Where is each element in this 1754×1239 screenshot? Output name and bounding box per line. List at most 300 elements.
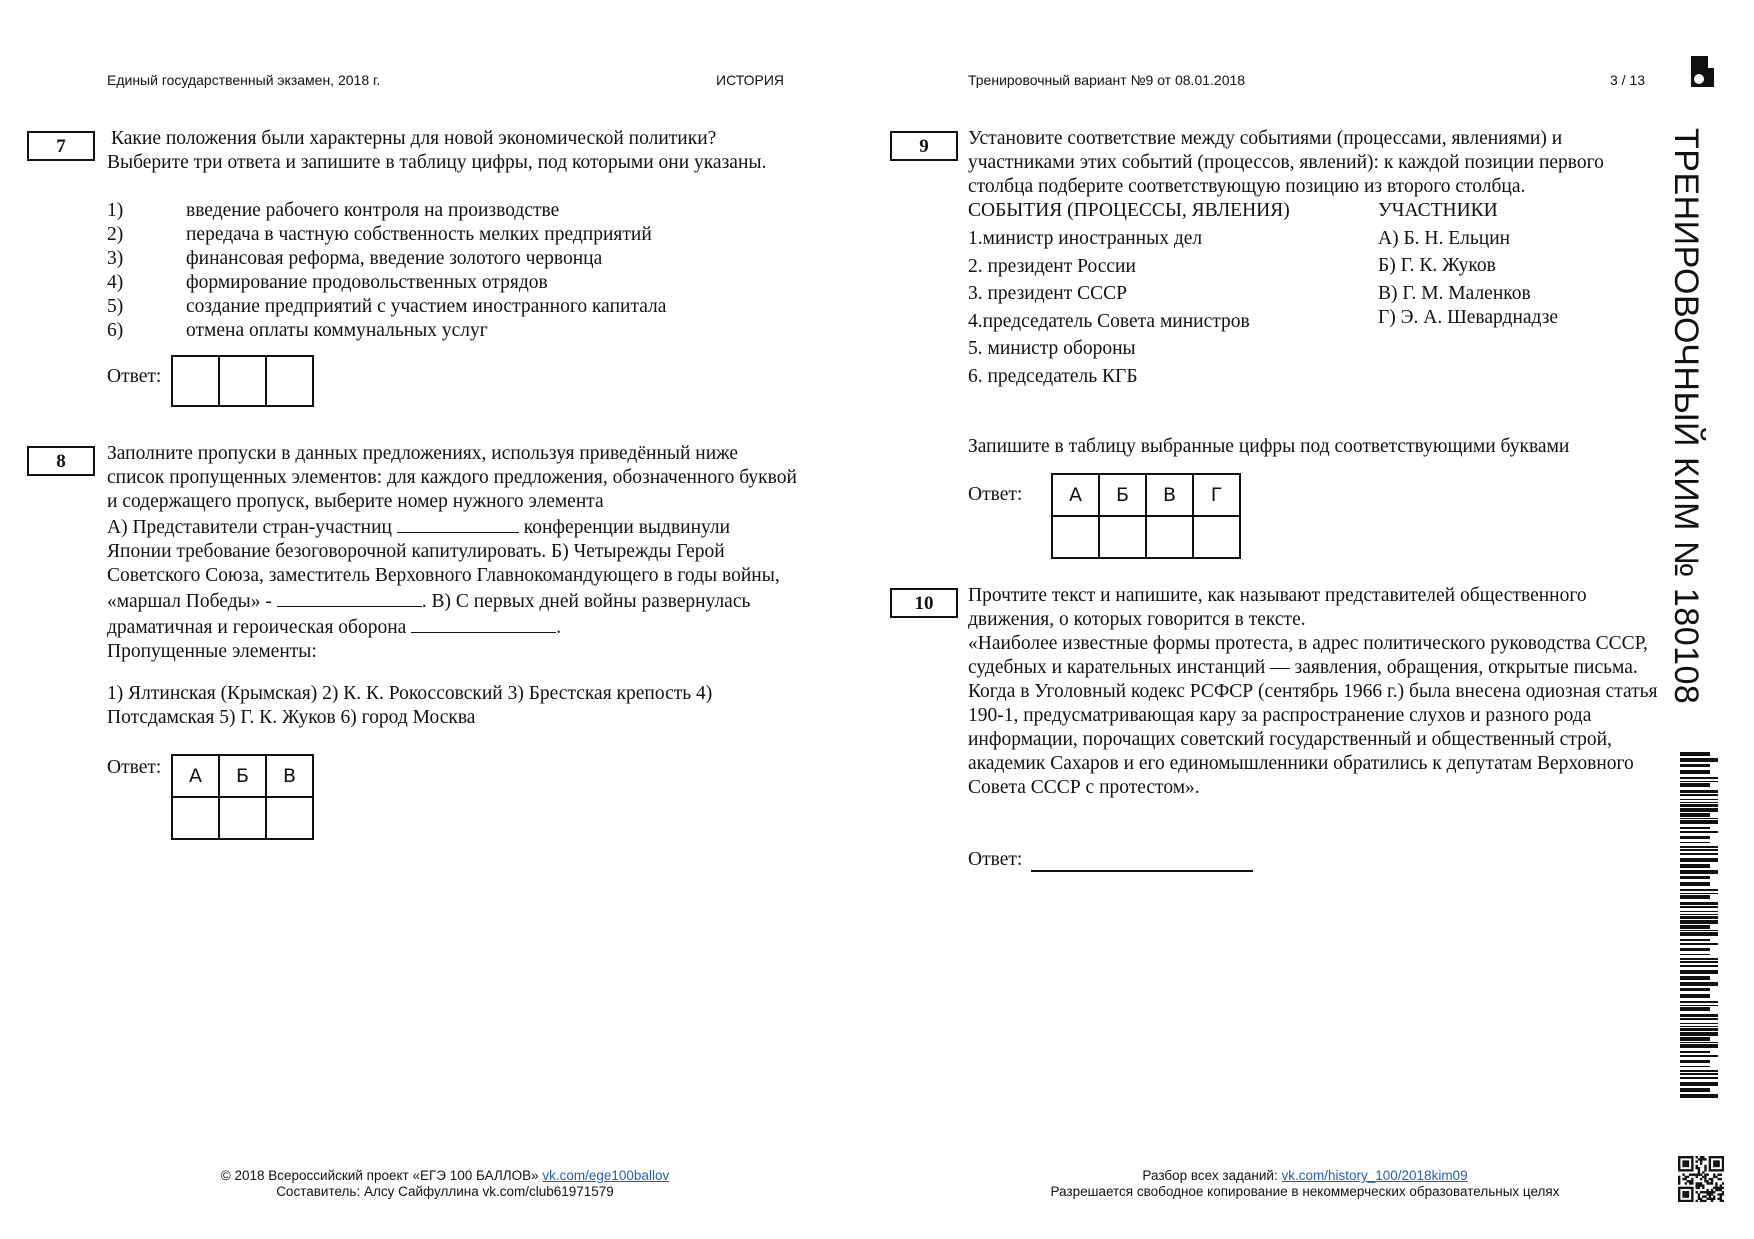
qr-cell	[1717, 1174, 1719, 1176]
barcode-bar	[1680, 893, 1718, 894]
qr-cell	[1709, 1191, 1711, 1193]
answer-cell[interactable]	[172, 356, 219, 406]
question-8-elements: 1) Ялтинская (Крымская) 2) К. К. Рокоссовский 3) Брестская крепость 4) Потсдамская 5) Г. К. Жуков 6) город Москва	[107, 683, 713, 728]
barcode-bar	[1680, 994, 1710, 998]
qr-cell	[1700, 1174, 1702, 1176]
qr-cell	[1700, 1200, 1702, 1202]
qr-cell	[1711, 1198, 1713, 1200]
barcode-bar	[1680, 911, 1718, 912]
qr-cell	[1717, 1165, 1719, 1167]
barcode-bar	[1680, 958, 1718, 960]
qr-cell	[1678, 1165, 1680, 1167]
qr-cell	[1687, 1200, 1689, 1202]
event-item: 6. председатель КГБ	[968, 366, 1138, 387]
barcode	[1680, 752, 1718, 1102]
qr-cell	[1709, 1182, 1711, 1184]
option-number: 2)	[107, 224, 124, 245]
qr-cell	[1704, 1180, 1706, 1182]
qr-cell	[1700, 1191, 1702, 1193]
qr-cell	[1711, 1191, 1713, 1193]
footer-project-link[interactable]: vk.com/ege100ballov	[542, 1168, 670, 1183]
barcode-bar	[1680, 1007, 1710, 1011]
qr-cell	[1715, 1176, 1717, 1178]
participant-item: Б) Г. К. Жуков	[1378, 255, 1496, 276]
qr-cell	[1709, 1195, 1711, 1197]
qr-cell	[1711, 1169, 1713, 1171]
barcode-bar	[1680, 976, 1710, 980]
barcode-bar	[1680, 831, 1718, 833]
qr-cell	[1711, 1193, 1713, 1195]
qr-cell	[1689, 1182, 1691, 1184]
qr-cell	[1704, 1174, 1706, 1176]
answer-cell[interactable]	[1052, 516, 1099, 558]
qr-cell	[1702, 1158, 1704, 1160]
qr-cell	[1698, 1182, 1700, 1184]
barcode-bar	[1680, 790, 1718, 793]
barcode-bar	[1680, 858, 1718, 862]
barcode-bar	[1680, 1073, 1718, 1075]
qr-cell	[1713, 1163, 1715, 1165]
qr-cell	[1696, 1160, 1698, 1162]
option-text: финансовая реформа, введение золотого червонца	[186, 248, 603, 269]
qr-cell	[1722, 1200, 1724, 1202]
question-9-col1-title: СОБЫТИЯ (ПРОЦЕССЫ, ЯВЛЕНИЯ)	[968, 200, 1290, 221]
option-text: введение рабочего контроля на производстве	[186, 200, 560, 221]
qr-cell	[1685, 1200, 1687, 1202]
qr-cell	[1702, 1195, 1704, 1197]
option-text: передача в частную собственность мелких предприятий	[186, 224, 652, 245]
qr-cell	[1680, 1156, 1682, 1158]
qr-cell	[1700, 1178, 1702, 1180]
qr-cell	[1685, 1165, 1687, 1167]
qr-cell	[1706, 1180, 1708, 1182]
qr-cell	[1682, 1193, 1684, 1195]
qr-cell	[1713, 1191, 1715, 1193]
question-8-number: 8	[27, 446, 95, 476]
answer-cell[interactable]	[219, 797, 266, 839]
question-9-instruction: Запишите в таблицу выбранные цифры под соответствующими буквами	[968, 436, 1570, 457]
footer-left	[160, 1168, 730, 1200]
qr-cell	[1689, 1156, 1691, 1158]
qr-cell	[1685, 1176, 1687, 1178]
answer-cell[interactable]	[266, 797, 313, 839]
barcode-bar	[1680, 988, 1710, 991]
barcode-bar	[1680, 1005, 1718, 1006]
qr-cell	[1722, 1193, 1724, 1195]
barcode-bar	[1680, 906, 1718, 908]
qr-cell	[1682, 1191, 1684, 1193]
barcode-bar	[1680, 820, 1718, 824]
answer-letter: В	[266, 755, 313, 797]
barcode-bar	[1680, 895, 1710, 899]
qr-cell	[1704, 1200, 1706, 1202]
qr-cell	[1698, 1198, 1700, 1200]
qr-cell	[1689, 1169, 1691, 1171]
qr-cell	[1715, 1163, 1717, 1165]
qr-cell	[1706, 1191, 1708, 1193]
answer-letter: Б	[219, 755, 266, 797]
question-9-col2-title: УЧАСТНИКИ	[1378, 200, 1498, 221]
barcode-bar	[1680, 889, 1718, 891]
barcode-bar	[1680, 846, 1718, 848]
qr-cell	[1691, 1169, 1693, 1171]
qr-cell	[1709, 1156, 1711, 1158]
footer-copy-notice: Разрешается свободное копирование в некоммерческих образовательных целях	[1050, 1184, 1560, 1199]
blank-a[interactable]	[397, 514, 519, 533]
qr-cell	[1678, 1167, 1680, 1169]
barcode-bar	[1680, 920, 1718, 924]
qr-cell	[1706, 1193, 1708, 1195]
barcode-bar	[1680, 1055, 1718, 1057]
qr-cell	[1722, 1165, 1724, 1167]
qr-cell	[1691, 1189, 1693, 1191]
qr-cell	[1696, 1174, 1698, 1176]
qr-cell	[1687, 1187, 1689, 1189]
barcode-bar	[1680, 836, 1710, 839]
qr-cell	[1691, 1156, 1693, 1158]
qr-cell	[1717, 1169, 1719, 1171]
barcode-bar	[1680, 752, 1710, 756]
qr-cell	[1678, 1187, 1680, 1189]
qr-cell	[1685, 1163, 1687, 1165]
qr-cell	[1717, 1156, 1719, 1158]
qr-cell	[1691, 1195, 1693, 1197]
qr-cell	[1702, 1184, 1704, 1186]
question-8-sentence-c: . В) С первых дней войны развернулась драматичная и героическая оборона	[107, 591, 751, 638]
question-8-answer-table	[171, 754, 314, 840]
question-9-answer-label: Ответ:	[968, 484, 1023, 505]
qr-cell	[1691, 1187, 1693, 1189]
qr-cell	[1713, 1187, 1715, 1189]
qr-cell	[1696, 1184, 1698, 1186]
barcode-bar	[1680, 794, 1718, 796]
qr-cell	[1678, 1160, 1680, 1162]
qr-cell	[1696, 1165, 1698, 1167]
qr-cell	[1693, 1174, 1695, 1176]
answer-cell[interactable]	[1099, 516, 1146, 558]
qr-cell	[1698, 1169, 1700, 1171]
qr-cell	[1678, 1191, 1680, 1193]
qr-cell	[1687, 1169, 1689, 1171]
barcode-bar	[1680, 1037, 1710, 1041]
event-item: 3. президент СССР	[968, 283, 1127, 305]
qr-cell	[1687, 1156, 1689, 1158]
sentence-end: .	[556, 617, 562, 638]
qr-cell	[1678, 1163, 1680, 1165]
qr-cell	[1687, 1180, 1689, 1182]
blank-c[interactable]	[411, 614, 556, 633]
qr-cell	[1682, 1163, 1684, 1165]
qr-cell	[1720, 1193, 1722, 1195]
barcode-bar	[1680, 954, 1710, 955]
qr-cell	[1685, 1178, 1687, 1180]
qr-cell	[1706, 1189, 1708, 1191]
answer-cell[interactable]	[219, 356, 266, 406]
qr-cell	[1685, 1195, 1687, 1197]
barcode-bar	[1680, 849, 1718, 851]
qr-cell	[1678, 1180, 1680, 1182]
barcode-bar	[1680, 758, 1718, 762]
qr-cell	[1685, 1169, 1687, 1171]
qr-cell	[1720, 1187, 1722, 1189]
qr-cell	[1706, 1198, 1708, 1200]
qr-cell	[1685, 1182, 1687, 1184]
qr-cell	[1722, 1187, 1724, 1189]
barcode-bar	[1680, 1094, 1718, 1098]
participant-item: Г) Э. А. Шеварднадзе	[1378, 307, 1559, 328]
qr-cell	[1685, 1191, 1687, 1193]
qr-cell	[1709, 1163, 1711, 1165]
option-number: 6)	[107, 320, 124, 341]
qr-cell	[1678, 1158, 1680, 1160]
qr-cell	[1680, 1200, 1682, 1202]
qr-cell	[1678, 1200, 1680, 1202]
header-exam-title: Единый государственный экзамен, 2018 г.	[107, 72, 381, 88]
barcode-bar	[1680, 970, 1718, 974]
qr-cell	[1691, 1158, 1693, 1160]
barcode-bar	[1680, 1028, 1718, 1031]
barcode-bar	[1680, 902, 1718, 905]
answer-letter: В	[1146, 474, 1193, 516]
qr-cell	[1713, 1156, 1715, 1158]
question-10-text: Прочтите текст и напишите, как называют представителей общественного движения, о которых говорится в тексте.	[968, 585, 1587, 630]
qr-cell	[1720, 1156, 1722, 1158]
qr-cell	[1717, 1187, 1719, 1189]
qr-cell	[1704, 1178, 1706, 1180]
barcode-bar	[1680, 1077, 1718, 1079]
barcode-bar	[1680, 1051, 1710, 1053]
qr-cell	[1698, 1187, 1700, 1189]
qr-cell	[1709, 1165, 1711, 1167]
barcode-bar	[1680, 770, 1710, 774]
qr-cell	[1704, 1191, 1706, 1193]
qr-cell	[1713, 1198, 1715, 1200]
qr-cell	[1700, 1198, 1702, 1200]
qr-cell	[1704, 1158, 1706, 1160]
qr-cell	[1678, 1176, 1680, 1178]
qr-cell	[1706, 1182, 1708, 1184]
qr-cell	[1713, 1195, 1715, 1197]
qr-cell	[1680, 1187, 1682, 1189]
qr-cell	[1722, 1191, 1724, 1193]
barcode-bar	[1680, 876, 1710, 879]
qr-cell	[1722, 1156, 1724, 1158]
qr-cell	[1720, 1178, 1722, 1180]
qr-cell	[1678, 1169, 1680, 1171]
qr-cell	[1691, 1160, 1693, 1162]
qr-cell	[1720, 1169, 1722, 1171]
qr-cell	[1722, 1167, 1724, 1169]
qr-cell	[1700, 1160, 1702, 1162]
answer-cell[interactable]	[172, 797, 219, 839]
qr-cell	[1709, 1158, 1711, 1160]
qr-cell	[1700, 1182, 1702, 1184]
qr-cell	[1691, 1165, 1693, 1167]
barcode-bar	[1680, 777, 1718, 779]
barcode-bar	[1680, 882, 1710, 886]
barcode-bar	[1680, 818, 1718, 819]
qr-cell	[1709, 1198, 1711, 1200]
qr-cell	[1700, 1163, 1702, 1165]
barcode-bar	[1680, 965, 1718, 967]
qr-cell	[1713, 1174, 1715, 1176]
barcode-bar	[1680, 827, 1710, 829]
header-variant: Тренировочный вариант №9 от 08.01.2018	[968, 72, 1246, 88]
option-text: отмена оплаты коммунальных услуг	[186, 320, 488, 341]
qr-cell	[1709, 1167, 1711, 1169]
qr-cell	[1722, 1158, 1724, 1160]
option-number: 1)	[107, 200, 124, 221]
barcode-bar	[1680, 783, 1710, 787]
qr-cell	[1698, 1184, 1700, 1186]
qr-cell	[1715, 1187, 1717, 1189]
footer-analysis-link[interactable]: vk.com/history_100/2018kim09	[1281, 1168, 1468, 1183]
question-8-body	[107, 442, 797, 664]
qr-cell	[1722, 1169, 1724, 1171]
qr-cell	[1685, 1160, 1687, 1162]
question-7-number: 7	[27, 131, 95, 161]
barcode-bar	[1680, 1066, 1710, 1067]
qr-cell	[1691, 1163, 1693, 1165]
qr-cell	[1691, 1191, 1693, 1193]
barcode-bar	[1680, 1026, 1718, 1027]
qr-cell	[1717, 1198, 1719, 1200]
option-text: формирование продовольственных отрядов	[186, 272, 548, 293]
qr-cell	[1691, 1167, 1693, 1169]
barcode-bar	[1680, 1032, 1718, 1036]
qr-cell	[1678, 1182, 1680, 1184]
qr-cell	[1698, 1158, 1700, 1160]
qr-cell	[1685, 1187, 1687, 1189]
answer-cell[interactable]	[266, 356, 313, 406]
barcode-bar	[1680, 948, 1710, 951]
qr-cell	[1687, 1176, 1689, 1178]
barcode-bar	[1680, 930, 1718, 931]
qr-cell	[1682, 1178, 1684, 1180]
qr-cell	[1715, 1169, 1717, 1171]
footer-copyright: © 2018 Всероссийский проект «ЕГЭ 100 БАЛЛОВ»	[220, 1168, 539, 1183]
barcode-bar	[1680, 813, 1710, 817]
barcode-bar	[1680, 1018, 1718, 1020]
qr-cell	[1682, 1160, 1684, 1162]
qr-cell	[1691, 1198, 1693, 1200]
qr-cell	[1689, 1200, 1691, 1202]
qr-cell	[1678, 1195, 1680, 1197]
qr-cell	[1720, 1195, 1722, 1197]
question-8-answer-label: Ответ:	[107, 757, 162, 778]
qr-cell	[1678, 1189, 1680, 1191]
qr-cell	[1687, 1165, 1689, 1167]
barcode-bar	[1680, 961, 1718, 963]
qr-cell	[1715, 1160, 1717, 1162]
barcode-bar	[1680, 808, 1718, 812]
participant-item: В) Г. М. Маленков	[1378, 283, 1531, 304]
qr-cell	[1722, 1160, 1724, 1162]
barcode-bar	[1680, 914, 1718, 915]
qr-cell	[1685, 1193, 1687, 1195]
qr-cell	[1687, 1163, 1689, 1165]
question-10-answer-line[interactable]	[1031, 870, 1253, 872]
barcode-bar	[1680, 1060, 1710, 1063]
footer-right	[1000, 1168, 1610, 1200]
qr-cell	[1720, 1174, 1722, 1176]
qr-cell	[1691, 1174, 1693, 1176]
barcode-bar	[1680, 925, 1710, 929]
qr-cell	[1696, 1176, 1698, 1178]
qr-cell	[1698, 1174, 1700, 1176]
qr-cell	[1715, 1189, 1717, 1191]
answer-cell[interactable]	[1193, 516, 1240, 558]
answer-cell[interactable]	[1146, 516, 1193, 558]
qr-cell	[1715, 1165, 1717, 1167]
qr-cell	[1696, 1191, 1698, 1193]
qr-cell	[1704, 1169, 1706, 1171]
event-item: 1.министр иностранных дел	[968, 228, 1203, 249]
side-label-kim: ТРЕНИРОВОЧНЫЙ КИМ № 180108	[1667, 128, 1705, 705]
qr-cell	[1720, 1200, 1722, 1202]
qr-cell	[1713, 1169, 1715, 1171]
qr-cell	[1691, 1193, 1693, 1195]
header-subject: ИСТОРИЯ	[716, 72, 785, 88]
barcode-bar	[1680, 1082, 1718, 1086]
question-10-quote: «Наиболее известные формы протеста, в адрес политического руководства СССР, судебных и карательных инстанций — заявления, обращения, открытые письма. Когда в Уголовный кодекс РСФСР (сентябрь 1966 г.) была внесена одиозная статья 190-1, предусматривающая кару за распространение слухов и разного рода информации, порочащих советский государственный и общественный строй, академик Сахаров и его единомышленники обратились к депутатам Верховного Совета СССР с протестом».	[968, 633, 1658, 798]
barcode-bar	[1680, 842, 1710, 843]
qr-cell	[1687, 1195, 1689, 1197]
qr-cell	[1709, 1178, 1711, 1180]
qr-cell	[1713, 1160, 1715, 1162]
qr-cell	[1698, 1171, 1700, 1173]
barcode-bar	[1680, 916, 1718, 919]
qr-cell	[1698, 1193, 1700, 1195]
qr-cell	[1702, 1156, 1704, 1158]
qr-cell	[1717, 1189, 1719, 1191]
barcode-bar	[1680, 1088, 1710, 1092]
qr-cell	[1704, 1176, 1706, 1178]
qr-cell	[1720, 1189, 1722, 1191]
qr-cell	[1687, 1191, 1689, 1193]
barcode-bar	[1680, 932, 1718, 936]
qr-cell	[1704, 1167, 1706, 1169]
barcode-bar	[1680, 1023, 1718, 1024]
qr-cell	[1711, 1178, 1713, 1180]
option-number: 5)	[107, 296, 124, 317]
qr-cell	[1702, 1171, 1704, 1173]
qr-cell	[1685, 1156, 1687, 1158]
qr-cell	[1722, 1163, 1724, 1165]
barcode-bar	[1680, 982, 1718, 986]
blank-b[interactable]	[277, 588, 422, 607]
question-8-missing-label: Пропущенные элементы:	[107, 641, 317, 662]
qr-cell	[1696, 1187, 1698, 1189]
qr-cell	[1704, 1195, 1706, 1197]
qr-cell	[1717, 1160, 1719, 1162]
qr-cell	[1678, 1198, 1680, 1200]
qr-cell	[1702, 1176, 1704, 1178]
qr-cell	[1713, 1165, 1715, 1167]
qr-cell	[1689, 1174, 1691, 1176]
footer-author: Составитель: Алсу Сайфуллина vk.com/club61971579	[276, 1184, 614, 1199]
qr-cell	[1700, 1156, 1702, 1158]
qr-cell	[1682, 1195, 1684, 1197]
qr-cell	[1682, 1165, 1684, 1167]
qr-cell	[1696, 1167, 1698, 1169]
barcode-bar	[1680, 764, 1710, 767]
corner-marker-icon	[1691, 56, 1714, 87]
barcode-bar	[1680, 1044, 1718, 1048]
barcode-bar	[1680, 870, 1718, 874]
qr-cell	[1682, 1169, 1684, 1171]
qr-cell	[1711, 1180, 1713, 1182]
